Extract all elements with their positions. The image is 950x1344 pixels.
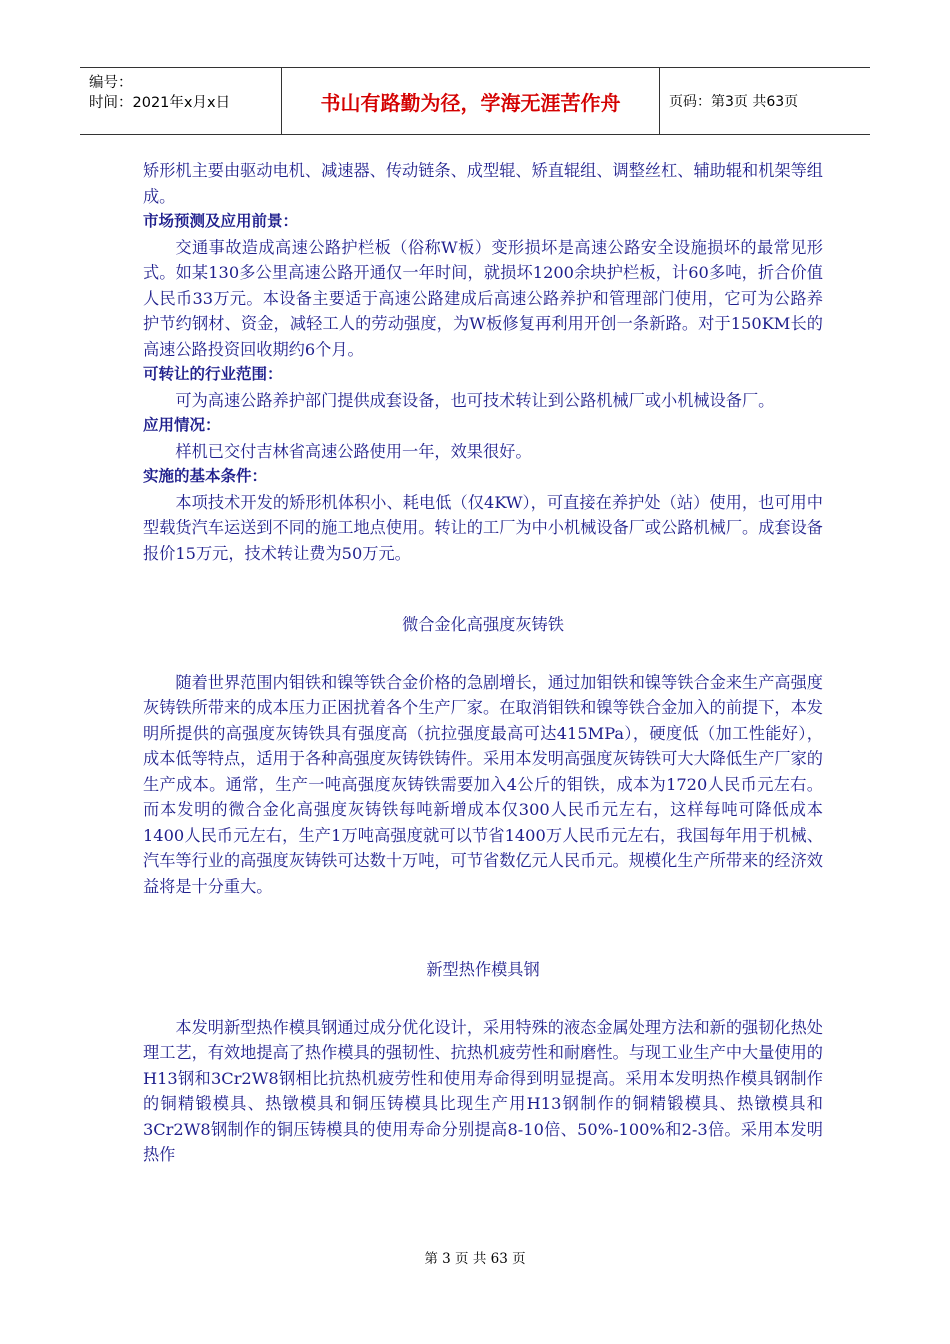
cast-iron-paragraph: 随着世界范围内钼铁和镍等铁合金价格的急剧增长，通过加钼铁和镍等铁合金来生产高强度灰铸铁所带来的成本压力正困扰着各个生产厂家。在取消钼铁和镍等铁合金加入的前提下，本发明所提供的高强度灰铸铁具有强度高（抗拉强度最高可达415MPa），硬度低（加工性能好），成本低等特点，适用于各种高强度灰铸铁铸件。采用本发明高强度灰铸铁可大大降低生产厂家的生产成本。通常，生产一吨高强度灰铸铁需要加入4公斤的钼铁，成本为1720人民币元左右。而本发明的微合金化高强度灰铸铁每吨新增成本仅300人民币元左右，这样每吨可降低成本1400人民币元左右，生产1万吨高强度就可以节省1400万人民币元左右，我国每年用于机械、汽车等行业的高强度灰铸铁可达数十万吨，可节省数亿元人民币元。规模化生产所带来的经济效益将是十分重大。 bbox=[143, 672, 823, 896]
section-title-cast-iron: 微合金化高强度灰铸铁 bbox=[402, 615, 564, 634]
document-date: 时间：2021年x月x日 bbox=[89, 95, 231, 111]
page-header bbox=[80, 67, 870, 135]
section-title-die-steel: 新型热作模具钢 bbox=[426, 960, 540, 979]
document-body bbox=[143, 158, 823, 1168]
page-footer: 第 3 页 共 63 页 bbox=[424, 1251, 526, 1267]
header-meta bbox=[80, 68, 282, 134]
application-heading: 应用情况： bbox=[143, 416, 221, 434]
header-motto: 书山有路勤为径，学海无涯苦作舟 bbox=[282, 68, 660, 134]
intro-paragraph: 矫形机主要由驱动电机、减速器、传动链条、成型辊、矫直辊组、调整丝杠、辅助辊和机架等组成。 bbox=[143, 161, 823, 206]
conditions-paragraph: 本项技术开发的矫形机体积小、耗电低（仅4KW），可直接在养护处（站）使用，也可用中型载货汽车运送到不同的施工地点使用。转让的工厂为中小机械设备厂或公路机械厂。成套设备报价15万元，技术转让费为50万元。 bbox=[143, 492, 823, 563]
application-paragraph: 样机已交付吉林省高速公路使用一年，效果很好。 bbox=[175, 441, 532, 461]
transfer-paragraph: 可为高速公路养护部门提供成套设备，也可技术转让到公路机械厂或小机械设备厂。 bbox=[175, 390, 775, 410]
market-paragraph: 交通事故造成高速公路护栏板（俗称W板）变形损坏是高速公路安全设施损坏的最常见形式。如某130多公里高速公路开通仅一年时间，就损坏1200余块护栏板，计60多吨，折合价值人民币33万元。本设备主要适于高速公路建成后高速公路养护和管理部门使用，它可为公路养护节约钢材、资金，减轻工人的劳动强度，为W板修复再利用开创一条新路。对于150KM长的高速公路投资回收期约6个月。 bbox=[143, 237, 823, 359]
header-page-info: 页码：第3页 共63页 bbox=[669, 94, 799, 110]
document-number: 编号： bbox=[89, 75, 133, 91]
market-heading: 市场预测及应用前景： bbox=[143, 212, 299, 230]
transfer-heading: 可转让的行业范围： bbox=[143, 365, 283, 383]
conditions-heading: 实施的基本条件： bbox=[143, 467, 268, 485]
die-steel-paragraph: 本发明新型热作模具钢通过成分优化设计，采用特殊的液态金属处理方法和新的强韧化热处理工艺，有效地提高了热作模具的强韧性、抗热机疲劳性和耐磨性。与现工业生产中大量使用的H13钢和3Cr2W8钢相比抗热机疲劳性和使用寿命得到明显提高。采用本发明热作模具钢制作的铜精锻模具、热镦模具和铜压铸模具比现生产用H13钢制作的铜精锻模具、热镦模具和3Cr2W8钢制作的铜压铸模具的使用寿命分别提高8-10倍、50%-100%和2-3倍。采用本发明热作 bbox=[143, 1017, 823, 1164]
